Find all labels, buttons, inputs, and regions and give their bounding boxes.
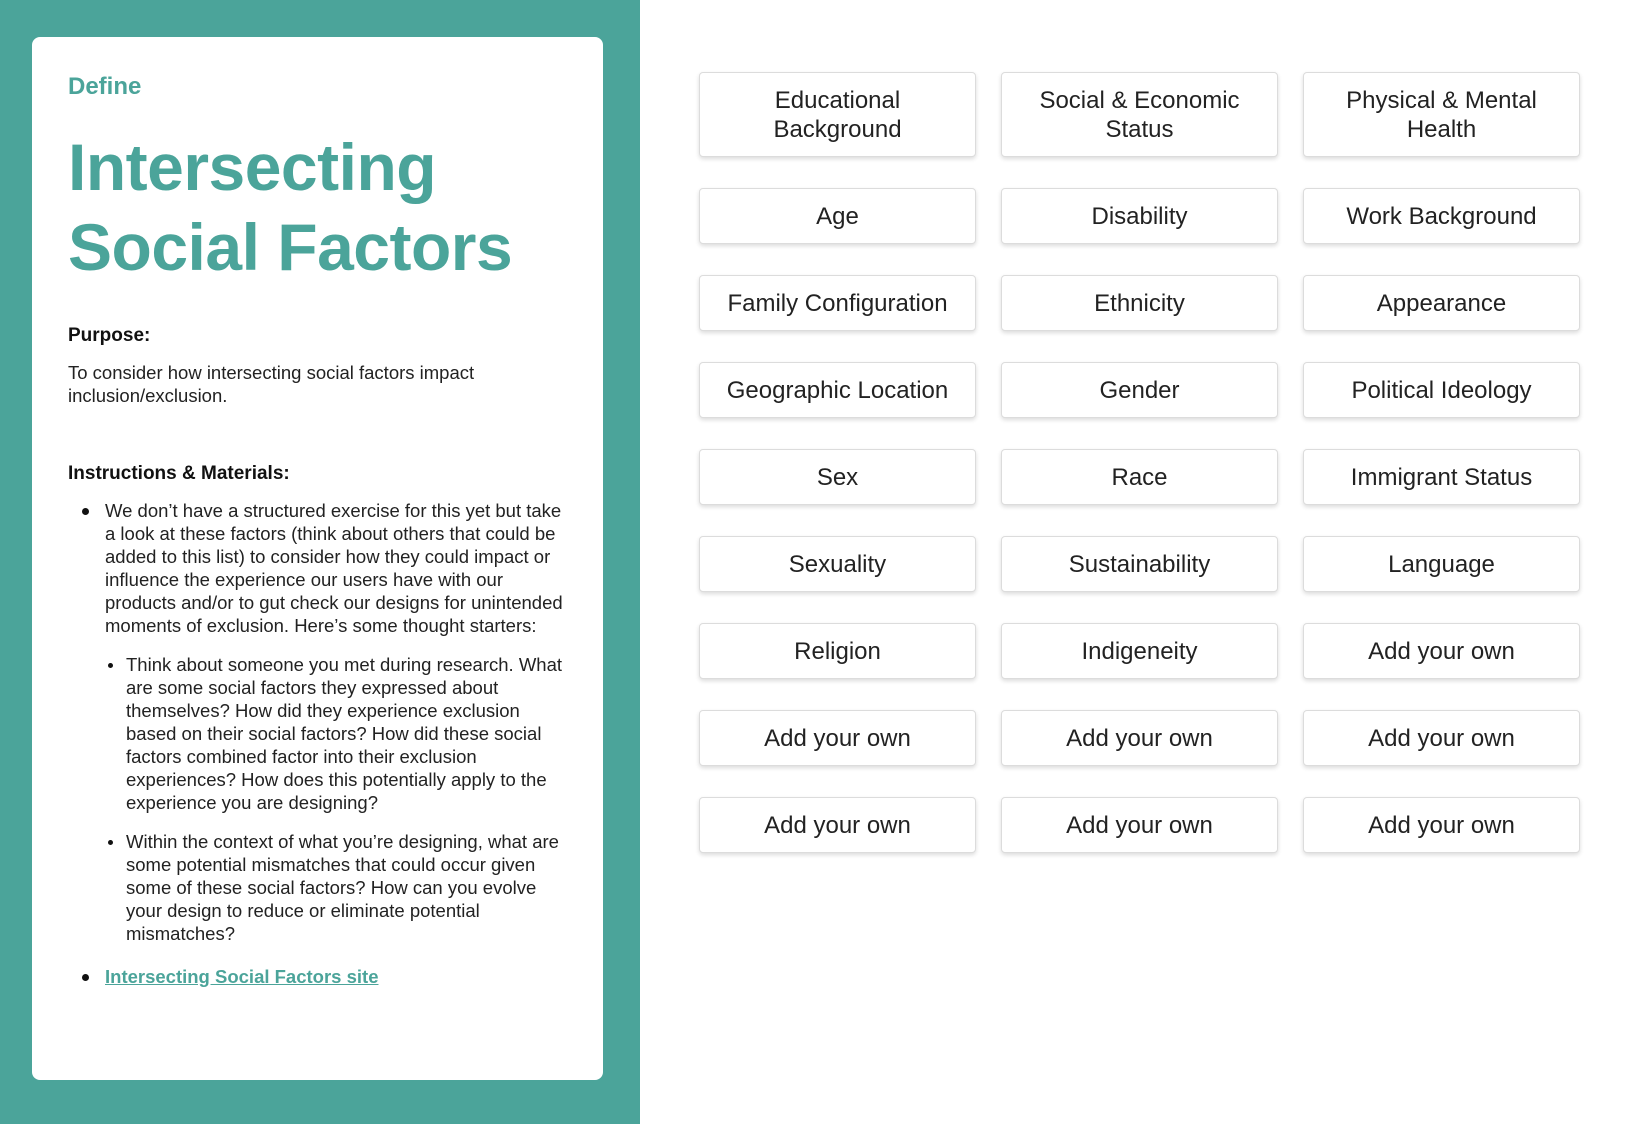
add-your-own-card[interactable]: Add your own	[699, 710, 976, 766]
add-your-own-card[interactable]: Add your own	[1001, 797, 1278, 853]
factor-card[interactable]: Physical & Mental Health	[1303, 72, 1580, 157]
purpose-text: To consider how intersecting social factors impact inclusion/exclusion.	[68, 362, 475, 406]
instruction-item	[68, 499, 567, 945]
thought-starters-list	[105, 653, 567, 945]
instructions-label: Instructions & Materials:	[68, 463, 290, 484]
factor-card[interactable]: Social & Economic Status	[1001, 72, 1278, 157]
info-card	[32, 37, 603, 1080]
add-your-own-card[interactable]: Add your own	[1303, 710, 1580, 766]
factor-card[interactable]: Work Background	[1303, 188, 1580, 244]
factor-card[interactable]: Sexuality	[699, 536, 976, 592]
factor-card[interactable]: Gender	[1001, 362, 1278, 418]
factor-grid	[699, 72, 1580, 853]
factor-card[interactable]: Sex	[699, 449, 976, 505]
factor-card[interactable]: Educational Background	[699, 72, 976, 157]
section-kicker: Define	[68, 73, 142, 100]
add-your-own-card[interactable]: Add your own	[1303, 623, 1580, 679]
factor-card[interactable]: Geographic Location	[699, 362, 976, 418]
purpose-label: Purpose:	[68, 325, 151, 346]
title-line-1: Intersecting	[68, 130, 437, 204]
thought-starter-item: Think about someone you met during research. What are some social factors they expressed about themselves? How did they experience exclusion based on their social factors? How did these social factors combined factor into their exclusion experiences? How does this potentially apply to the experience you are designing?	[105, 653, 567, 814]
factor-card[interactable]: Language	[1303, 536, 1580, 592]
instruction-item	[68, 965, 567, 988]
factor-card[interactable]: Appearance	[1303, 275, 1580, 331]
thought-starter-item: Within the context of what you’re designing, what are some potential mismatches that could occur given some of these social factors? How can you evolve your design to reduce or eliminate potential mismatches?	[105, 830, 567, 945]
left-panel	[0, 0, 640, 1124]
add-your-own-card[interactable]: Add your own	[1001, 710, 1278, 766]
factor-card[interactable]: Race	[1001, 449, 1278, 505]
factor-card[interactable]: Age	[699, 188, 976, 244]
factor-card[interactable]: Ethnicity	[1001, 275, 1278, 331]
add-your-own-card[interactable]: Add your own	[1303, 797, 1580, 853]
title-line-2: Social Factors	[68, 210, 513, 284]
add-your-own-card[interactable]: Add your own	[699, 797, 976, 853]
factor-card[interactable]: Sustainability	[1001, 536, 1278, 592]
factor-card[interactable]: Disability	[1001, 188, 1278, 244]
instruction-text: We don’t have a structured exercise for this yet but take a look at these factors (think about others that could be added to this list) to consider how they could impact or influence the experience our users have with our products and/or to gut check our designs for unintended moments of exclusion. Here’s some thought starters:	[105, 500, 563, 636]
factor-card[interactable]: Immigrant Status	[1303, 449, 1580, 505]
factor-card[interactable]: Political Ideology	[1303, 362, 1580, 418]
page-title	[68, 127, 567, 287]
factor-card[interactable]: Religion	[699, 623, 976, 679]
factor-card[interactable]: Family Configuration	[699, 275, 976, 331]
intersecting-social-factors-link[interactable]: Intersecting Social Factors site	[105, 966, 379, 987]
factor-card[interactable]: Indigeneity	[1001, 623, 1278, 679]
instructions-list	[68, 499, 567, 988]
